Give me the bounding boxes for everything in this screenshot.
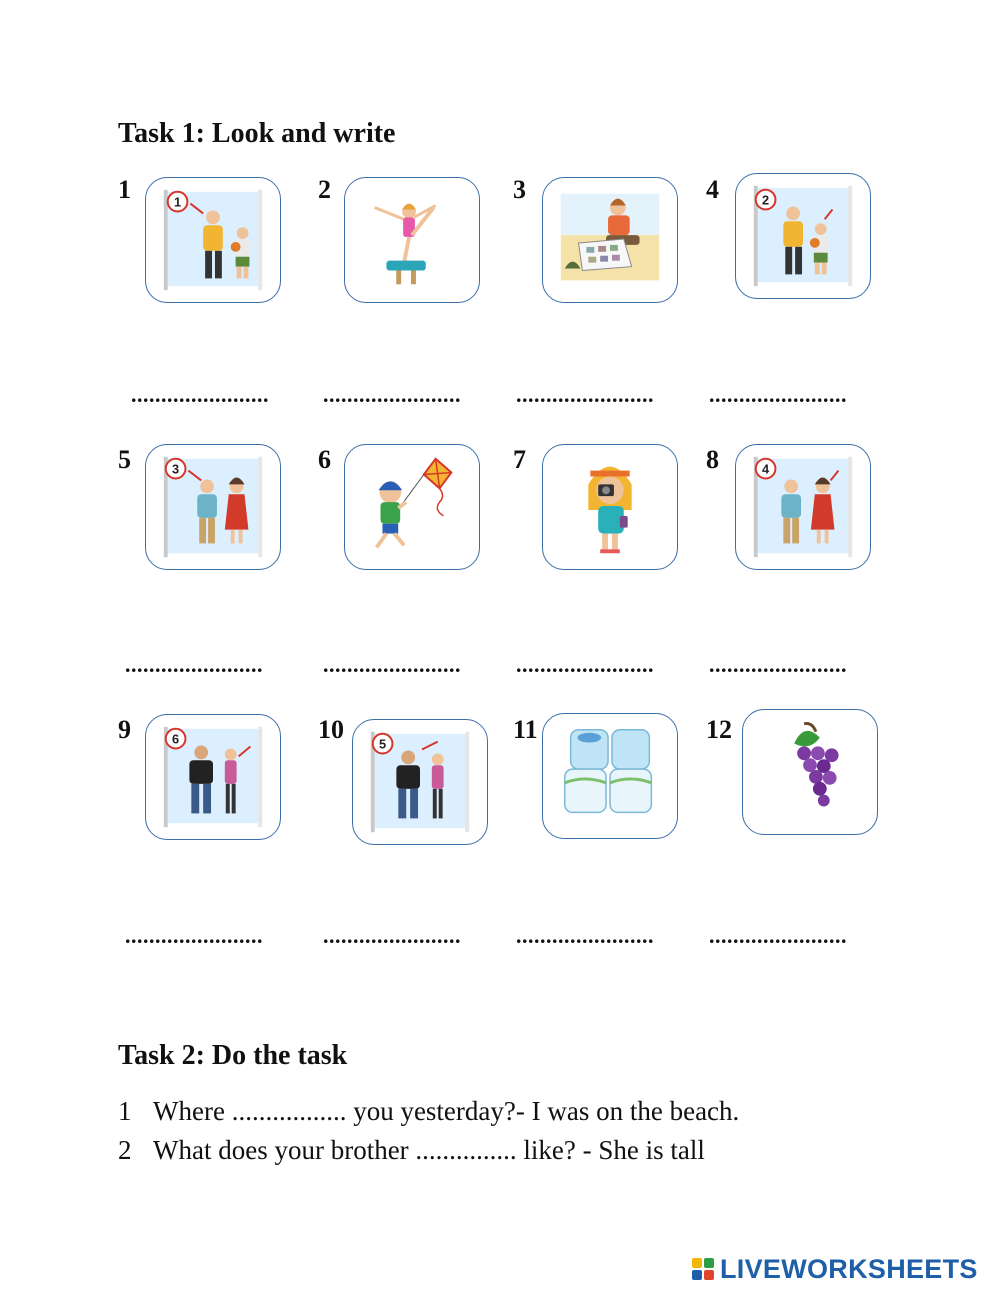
item-number-8: 8 — [706, 445, 719, 474]
item-number-9: 9 — [118, 715, 131, 744]
question-number: 2 — [118, 1135, 132, 1165]
grapes-picture — [743, 710, 877, 834]
answer-blank-10[interactable]: ....................... — [323, 923, 461, 948]
picture-card-10 — [352, 719, 488, 845]
family-diagram-man-and-boy-picture — [146, 178, 280, 302]
picture-card-2 — [344, 177, 480, 303]
picture-card-4 — [735, 173, 871, 299]
question-number: 1 — [118, 1096, 132, 1126]
picture-card-6 — [344, 444, 480, 570]
family-diagram-man-and-boy-picture — [736, 174, 870, 298]
task1-title: Task 1: Look and write — [118, 118, 396, 149]
badge-number-4: 4 — [762, 461, 770, 477]
item-number-3: 3 — [513, 175, 526, 204]
item-number-1: 1 — [118, 175, 131, 204]
item-number-7: 7 — [513, 445, 526, 474]
picture-card-8 — [735, 444, 871, 570]
item-number-5: 5 — [118, 445, 131, 474]
answer-blank-5[interactable]: ....................... — [125, 652, 263, 677]
logo-text: LIVEWORKSHEETS — [720, 1253, 978, 1284]
picture-card-1 — [145, 177, 281, 303]
answer-blank-4[interactable]: ....................... — [709, 382, 847, 407]
badge-number-5: 5 — [379, 736, 387, 752]
item-number-4: 4 — [706, 175, 719, 204]
answer-blank-3[interactable]: ....................... — [516, 382, 654, 407]
family-diagram-two-men-picture — [146, 715, 280, 839]
picture-card-3 — [542, 177, 678, 303]
item-number-2: 2 — [318, 175, 331, 204]
question-text: Where ................. you yesterday?- I was on the beach. — [153, 1096, 740, 1126]
badge-number-6: 6 — [172, 731, 180, 747]
yogurt-cups-picture — [543, 714, 677, 838]
boy-flying-kite-picture — [345, 445, 479, 569]
girl-gymnast-on-beam-picture — [345, 178, 479, 302]
item-number-10: 10 — [318, 715, 344, 744]
task2-question-2[interactable] — [118, 1135, 705, 1166]
badge-number-1: 1 — [174, 194, 182, 210]
answer-blank-1[interactable]: ....................... — [131, 382, 269, 407]
girl-with-camera-picture — [543, 445, 677, 569]
item-number-12: 12 — [706, 715, 732, 744]
item-number-11: 11 — [513, 715, 538, 744]
picture-card-9 — [145, 714, 281, 840]
badge-number-3: 3 — [172, 461, 180, 477]
logo-square-red — [704, 1270, 714, 1280]
answer-blank-9[interactable]: ....................... — [125, 923, 263, 948]
picture-card-5 — [145, 444, 281, 570]
picture-card-11 — [542, 713, 678, 839]
answer-blank-7[interactable]: ....................... — [516, 652, 654, 677]
answer-blank-11[interactable]: ....................... — [516, 923, 654, 948]
logo-square-yellow — [692, 1258, 702, 1268]
badge-number-2: 2 — [762, 192, 770, 208]
item-number-6: 6 — [318, 445, 331, 474]
logo-square-green — [704, 1258, 714, 1268]
family-diagram-two-men-picture — [353, 720, 487, 844]
answer-blank-2[interactable]: ....................... — [323, 382, 461, 407]
family-diagram-man-and-woman-picture — [146, 445, 280, 569]
woman-looking-at-photos-on-beach-picture — [543, 178, 677, 302]
family-diagram-man-and-woman-picture — [736, 445, 870, 569]
logo-mark-icon — [692, 1258, 714, 1280]
task2-question-1[interactable] — [118, 1096, 739, 1127]
picture-card-7 — [542, 444, 678, 570]
question-text: What does your brother ............... like? - She is tall — [153, 1135, 705, 1165]
answer-blank-12[interactable]: ....................... — [709, 923, 847, 948]
answer-blank-6[interactable]: ....................... — [323, 652, 461, 677]
answer-blank-8[interactable]: ....................... — [709, 652, 847, 677]
picture-card-12 — [742, 709, 878, 835]
task2-title: Task 2: Do the task — [118, 1040, 348, 1071]
logo-square-blue — [692, 1270, 702, 1280]
liveworksheets-logo[interactable] — [692, 1254, 978, 1284]
